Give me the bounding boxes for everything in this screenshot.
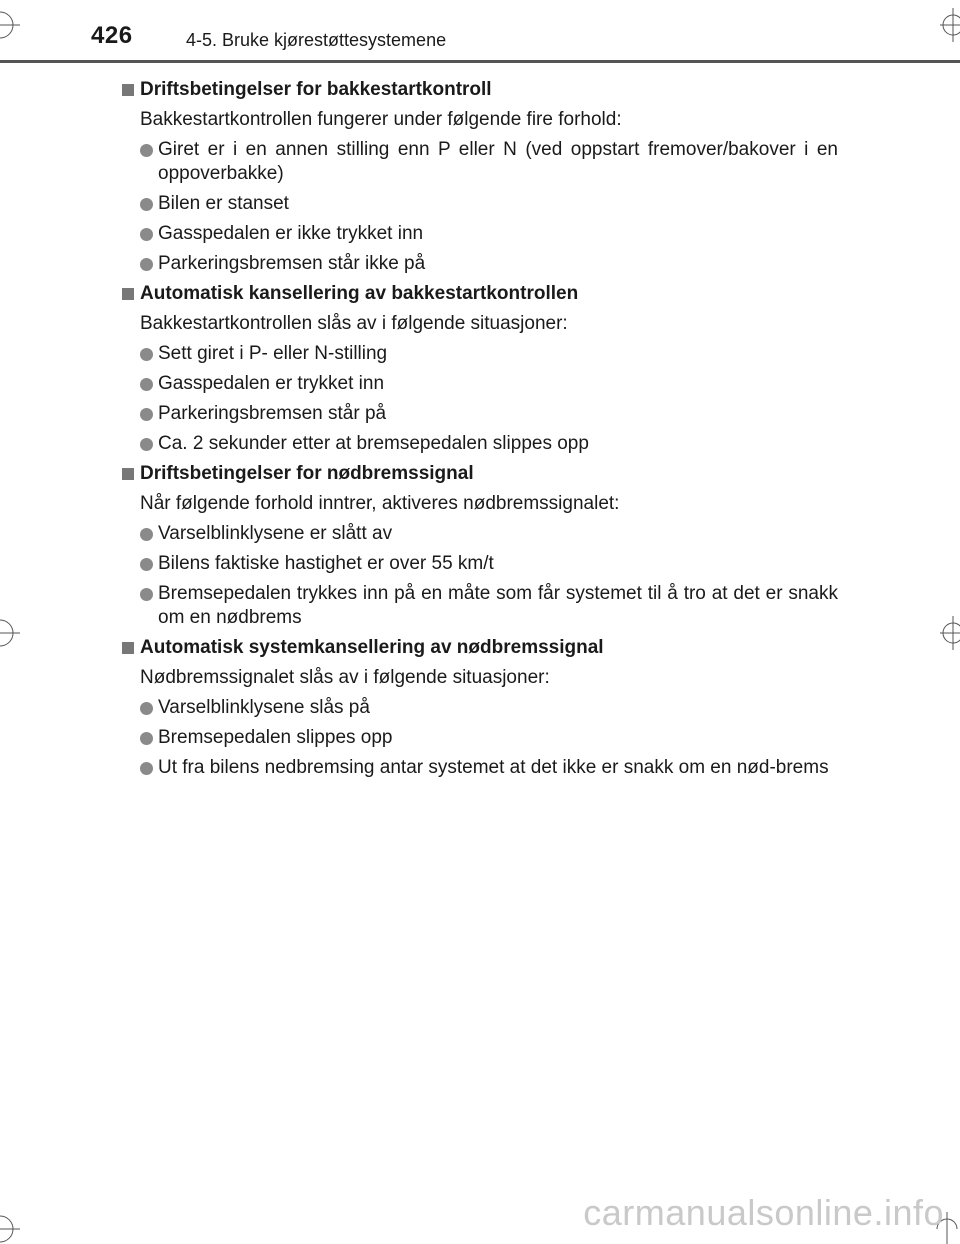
list-item-text: Ut fra bilens nedbremsing antar systemet at det ikke er snakk om en nød-brems xyxy=(158,757,829,778)
list-item xyxy=(122,372,838,396)
circle-bullet-icon xyxy=(140,198,153,211)
heading-text: Automatisk systemkansellering av nødbremssignal xyxy=(140,637,604,658)
list-item-text: Bremsepedalen slippes opp xyxy=(158,727,393,748)
list-item xyxy=(122,192,838,216)
list-item xyxy=(122,432,838,456)
section-heading xyxy=(122,462,838,486)
circle-bullet-icon xyxy=(140,762,153,775)
header-rule xyxy=(0,60,960,63)
heading-text: Automatisk kansellering av bakkestartkontrollen xyxy=(140,283,579,304)
circle-bullet-icon xyxy=(140,348,153,361)
list-item-text: Sett giret i P- eller N-stilling xyxy=(158,343,388,364)
list-item-text: Varselblinklysene slås på xyxy=(158,697,370,718)
list-item xyxy=(122,222,838,246)
list-item-text: Bilens faktiske hastighet er over 55 km/t xyxy=(158,553,494,574)
list-item-text: Bremsepedalen trykkes inn på en måte som får systemet til å tro at det er snakk om en nødbrems xyxy=(158,583,838,628)
section-intro: Når følgende forhold inntrer, aktiveres nødbremssignalet: xyxy=(140,493,620,514)
section-heading xyxy=(122,282,838,306)
list-item xyxy=(122,756,838,780)
circle-bullet-icon xyxy=(140,588,153,601)
list-item-text: Gasspedalen er trykket inn xyxy=(158,373,385,394)
list-item-text: Parkeringsbremsen står ikke på xyxy=(158,253,426,274)
square-bullet-icon xyxy=(122,288,134,300)
list-item-text: Ca. 2 sekunder etter at bremsepedalen slippes opp xyxy=(158,433,589,454)
circle-bullet-icon xyxy=(140,558,153,571)
list-item xyxy=(122,696,838,720)
section-intro: Nødbremssignalet slås av i følgende situasjoner: xyxy=(140,667,550,688)
crop-mark-top-right xyxy=(936,8,960,42)
circle-bullet-icon xyxy=(140,378,153,391)
list-item xyxy=(122,726,838,750)
circle-bullet-icon xyxy=(140,702,153,715)
list-item-text: Giret er i en annen stilling enn P eller N (ved oppstart fremover/bakover i en oppoverbakke) xyxy=(158,139,838,184)
section-intro: Bakkestartkontrollen slås av i følgende situasjoner: xyxy=(140,313,568,334)
section-heading xyxy=(122,78,838,102)
circle-bullet-icon xyxy=(140,438,153,451)
list-item xyxy=(122,252,838,276)
circle-bullet-icon xyxy=(140,732,153,745)
list-item xyxy=(122,138,838,186)
circle-bullet-icon xyxy=(140,228,153,241)
square-bullet-icon xyxy=(122,84,134,96)
heading-text: Driftsbetingelser for nødbremssignal xyxy=(140,463,474,484)
crop-mark-bottom-left xyxy=(0,1212,24,1244)
circle-bullet-icon xyxy=(140,528,153,541)
list-item-text: Parkeringsbremsen står på xyxy=(158,403,387,424)
circle-bullet-icon xyxy=(140,258,153,271)
square-bullet-icon xyxy=(122,642,134,654)
crop-mark-middle-right xyxy=(936,616,960,650)
crop-mark-top-left xyxy=(0,8,24,42)
heading-text: Driftsbetingelser for bakkestartkontroll xyxy=(140,79,492,100)
list-item xyxy=(122,582,838,630)
list-item xyxy=(122,552,838,576)
square-bullet-icon xyxy=(122,468,134,480)
list-item-text: Gasspedalen er ikke trykket inn xyxy=(158,223,424,244)
content-body xyxy=(122,72,838,786)
list-item xyxy=(122,522,838,546)
watermark: carmanualsonline.info xyxy=(583,1192,944,1233)
circle-bullet-icon xyxy=(140,408,153,421)
list-item xyxy=(122,402,838,426)
circle-bullet-icon xyxy=(140,144,153,157)
section-heading xyxy=(122,636,838,660)
list-item xyxy=(122,342,838,366)
list-item-text: Varselblinklysene er slått av xyxy=(158,523,393,544)
list-item-text: Bilen er stanset xyxy=(158,193,289,214)
crop-mark-middle-left xyxy=(0,616,24,650)
page-number: 426 xyxy=(91,22,133,49)
section-title: 4-5. Bruke kjørestøttesystemene xyxy=(186,30,447,50)
section-intro: Bakkestartkontrollen fungerer under følgende fire forhold: xyxy=(140,109,622,130)
